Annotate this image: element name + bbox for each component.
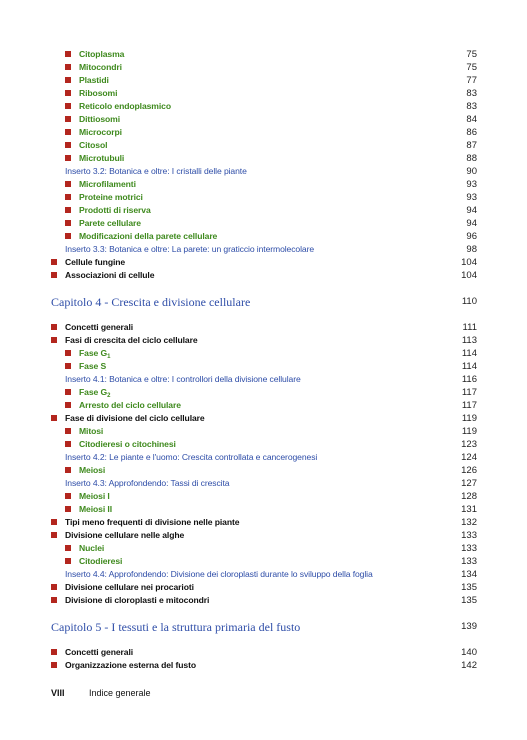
entry-title: Meiosi: [79, 465, 106, 475]
page-number: 93: [466, 179, 477, 190]
square-bullet-icon: [65, 116, 71, 122]
entry-title: Tipi meno frequenti di divisione nelle piante: [65, 517, 240, 527]
page-number: 83: [466, 101, 477, 112]
toc-entry[interactable]: [0, 256, 527, 269]
page-number: 90: [466, 166, 477, 177]
entry-title: Inserto 4.1: Botanica e oltre: I controllori della divisione cellulare: [65, 374, 301, 384]
square-bullet-icon: [65, 129, 71, 135]
page-number: 131: [461, 504, 477, 515]
page-number: 87: [466, 140, 477, 151]
square-bullet-icon: [65, 220, 71, 226]
page-number: 132: [461, 517, 477, 528]
square-bullet-icon: [65, 363, 71, 369]
entry-subscript: 2: [107, 393, 111, 399]
chapter-heading[interactable]: [0, 616, 527, 638]
entry-title: Fase $G_2$: [79, 387, 111, 399]
square-bullet-icon: [51, 324, 57, 330]
page-number: 86: [466, 127, 477, 138]
square-bullet-icon: [65, 194, 71, 200]
page-number: 88: [466, 153, 477, 164]
footer-section-title: Indice generale: [89, 688, 151, 698]
page-number: 94: [466, 205, 477, 216]
toc-insert-entry[interactable]: [0, 451, 527, 464]
toc-entry[interactable]: [0, 464, 527, 477]
toc-entry[interactable]: [0, 503, 527, 516]
page-number: 119: [461, 413, 477, 424]
square-bullet-icon: [65, 51, 71, 57]
square-bullet-icon: [51, 337, 57, 343]
square-bullet-icon: [51, 259, 57, 265]
entry-title: Organizzazione esterna del fusto: [65, 660, 196, 670]
square-bullet-icon: [65, 103, 71, 109]
page-number: 104: [461, 270, 477, 281]
toc-entry[interactable]: [0, 61, 527, 74]
page-number: 110: [461, 296, 477, 307]
entry-title: Divisione di cloroplasti e mitocondri: [65, 595, 210, 605]
toc-entry[interactable]: [0, 399, 527, 412]
square-bullet-icon: [65, 90, 71, 96]
page-number: 75: [466, 49, 477, 60]
square-bullet-icon: [51, 597, 57, 603]
square-bullet-icon: [65, 402, 71, 408]
page-number: 96: [466, 231, 477, 242]
toc-entry[interactable]: [0, 438, 527, 451]
toc-insert-entry[interactable]: [0, 477, 527, 490]
page-number: 128: [461, 491, 477, 502]
toc-entry[interactable]: [0, 74, 527, 87]
page-number: 133: [461, 530, 477, 541]
square-bullet-icon: [65, 233, 71, 239]
page-number: 84: [466, 114, 477, 125]
page-number: 127: [461, 478, 477, 489]
entry-title: Microfilamenti: [79, 179, 136, 189]
page-number: 77: [466, 75, 477, 86]
entry-title: Inserto 3.2: Botanica e oltre: I cristalli delle piante: [65, 166, 247, 176]
square-bullet-icon: [65, 207, 71, 213]
toc-entry[interactable]: [0, 321, 527, 334]
square-bullet-icon: [65, 467, 71, 473]
toc-entry[interactable]: [0, 178, 527, 191]
page-number: 134: [461, 569, 477, 580]
square-bullet-icon: [65, 558, 71, 564]
page-number: 135: [461, 595, 477, 606]
page-number: 142: [461, 660, 477, 671]
toc-entry[interactable]: [0, 230, 527, 243]
page-number: 111: [462, 322, 477, 333]
toc-entry[interactable]: [0, 152, 527, 165]
toc-entry[interactable]: [0, 360, 527, 373]
page-number: 135: [461, 582, 477, 593]
square-bullet-icon: [65, 155, 71, 161]
entry-title: Modificazioni della parete cellulare: [79, 231, 218, 241]
toc-entry[interactable]: [0, 646, 527, 659]
page-footer: [51, 686, 151, 700]
toc-entry[interactable]: [0, 581, 527, 594]
square-bullet-icon: [51, 519, 57, 525]
square-bullet-icon: [51, 272, 57, 278]
entry-title: Capitolo 4 - Crescita e divisione cellulare: [51, 295, 251, 309]
toc-entry[interactable]: [0, 113, 527, 126]
square-bullet-icon: [51, 584, 57, 590]
page-number: 133: [461, 543, 477, 554]
entry-title: Mitocondri: [79, 62, 122, 72]
toc-entry[interactable]: [0, 87, 527, 100]
entry-title: Prodotti di riserva: [79, 205, 151, 215]
entry-title: Concetti generali: [65, 647, 134, 657]
entry-title: Divisione cellulare nelle alghe: [65, 530, 185, 540]
entry-title: Ribosomi: [79, 88, 118, 98]
entry-title: Nuclei: [79, 543, 105, 553]
toc-entry[interactable]: [0, 334, 527, 347]
square-bullet-icon: [65, 142, 71, 148]
entry-title: Citosol: [79, 140, 108, 150]
toc-entry[interactable]: [0, 139, 527, 152]
square-bullet-icon: [65, 181, 71, 187]
toc-entry[interactable]: [0, 48, 527, 61]
entry-title: Capitolo 5 - I tessuti e la struttura primaria del fusto: [51, 620, 301, 634]
square-bullet-icon: [65, 493, 71, 499]
page-numeral: VIII: [51, 688, 65, 698]
square-bullet-icon: [65, 350, 71, 356]
square-bullet-icon: [65, 545, 71, 551]
square-bullet-icon: [51, 415, 57, 421]
toc-entry[interactable]: [0, 347, 527, 360]
square-bullet-icon: [51, 662, 57, 668]
toc-entry[interactable]: [0, 542, 527, 555]
toc-entry[interactable]: [0, 516, 527, 529]
entry-title: Microtubuli: [79, 153, 125, 163]
page-number: 119: [461, 426, 477, 437]
page-number: 139: [461, 621, 477, 632]
page-number: 75: [466, 62, 477, 73]
toc-entry[interactable]: [0, 412, 527, 425]
toc-insert-entry[interactable]: [0, 373, 527, 386]
toc-insert-entry[interactable]: [0, 243, 527, 256]
page-number: 114: [461, 348, 477, 359]
page-number: 94: [466, 218, 477, 229]
page-number: 114: [461, 361, 477, 372]
square-bullet-icon: [65, 506, 71, 512]
toc-insert-entry[interactable]: [0, 568, 527, 581]
entry-title: Associazioni di cellule: [65, 270, 155, 280]
entry-subscript: 1: [107, 354, 111, 360]
chapter-heading[interactable]: [0, 291, 527, 313]
page-number: 133: [461, 556, 477, 567]
toc-entry[interactable]: [0, 191, 527, 204]
entry-title: Reticolo endoplasmico: [79, 101, 171, 111]
entry-title: Arresto del ciclo cellulare: [79, 400, 181, 410]
page-number: 116: [461, 374, 477, 385]
page-number: 104: [461, 257, 477, 268]
page-number: 98: [466, 244, 477, 255]
entry-title: Inserto 4.2: Le piante e l'uomo: Crescita controllata e cancerogenesi: [65, 452, 318, 462]
page-number: 113: [461, 335, 477, 346]
entry-title: Meiosi I: [79, 491, 110, 501]
page-number: 140: [461, 647, 477, 658]
entry-title: Dittiosomi: [79, 114, 121, 124]
toc-insert-entry[interactable]: [0, 165, 527, 178]
toc-entry[interactable]: [0, 425, 527, 438]
toc-entry[interactable]: [0, 490, 527, 503]
toc-entry[interactable]: [0, 100, 527, 113]
entry-title: Parete cellulare: [79, 218, 141, 228]
square-bullet-icon: [65, 64, 71, 70]
entry-title: Inserto 4.4: Approfondendo: Divisione dei cloroplasti durante lo sviluppo della foglia: [65, 569, 373, 579]
square-bullet-icon: [65, 389, 71, 395]
entry-title: Divisione cellulare nei procarioti: [65, 582, 194, 592]
entry-title: Concetti generali: [65, 322, 134, 332]
entry-title: Cellule fungine: [65, 257, 126, 267]
entry-title: Mitosi: [79, 426, 104, 436]
toc-entry[interactable]: [0, 555, 527, 568]
entry-title: Microcorpi: [79, 127, 122, 137]
page-number: 124: [461, 452, 477, 463]
entry-title: Fasi di crescita del ciclo cellulare: [65, 335, 198, 345]
page-number: 123: [461, 439, 477, 450]
page-number: 126: [461, 465, 477, 476]
entry-title: Meiosi II: [79, 504, 113, 514]
entry-title: Inserto 3.3: Botanica e oltre: La parete: un graticcio intermolecolare: [65, 244, 315, 254]
square-bullet-icon: [65, 428, 71, 434]
entry-title: Proteine motrici: [79, 192, 143, 202]
entry-title: Fase $G_1$: [79, 348, 111, 360]
entry-title: Fase di divisione del ciclo cellulare: [65, 413, 205, 423]
toc-entry[interactable]: [0, 386, 527, 399]
toc-entry[interactable]: [0, 126, 527, 139]
page-number: 117: [461, 387, 477, 398]
toc-entry[interactable]: [0, 204, 527, 217]
toc-entry[interactable]: [0, 269, 527, 282]
toc-entry[interactable]: [0, 659, 527, 672]
square-bullet-icon: [65, 77, 71, 83]
entry-title: Citoplasma: [79, 49, 125, 59]
square-bullet-icon: [51, 532, 57, 538]
entry-title: Inserto 4.3: Approfondendo: Tassi di crescita: [65, 478, 230, 488]
entry-title: Citodieresi o citochinesi: [79, 439, 176, 449]
toc-entry[interactable]: [0, 217, 527, 230]
page-number: 83: [466, 88, 477, 99]
entry-title: Citodieresi: [79, 556, 123, 566]
entry-title: Plastidi: [79, 75, 109, 85]
page-number: 117: [461, 400, 477, 411]
page-number: 93: [466, 192, 477, 203]
square-bullet-icon: [51, 649, 57, 655]
toc-entry[interactable]: [0, 594, 527, 607]
toc-entry[interactable]: [0, 529, 527, 542]
square-bullet-icon: [65, 441, 71, 447]
entry-title: Fase S: [79, 361, 107, 371]
